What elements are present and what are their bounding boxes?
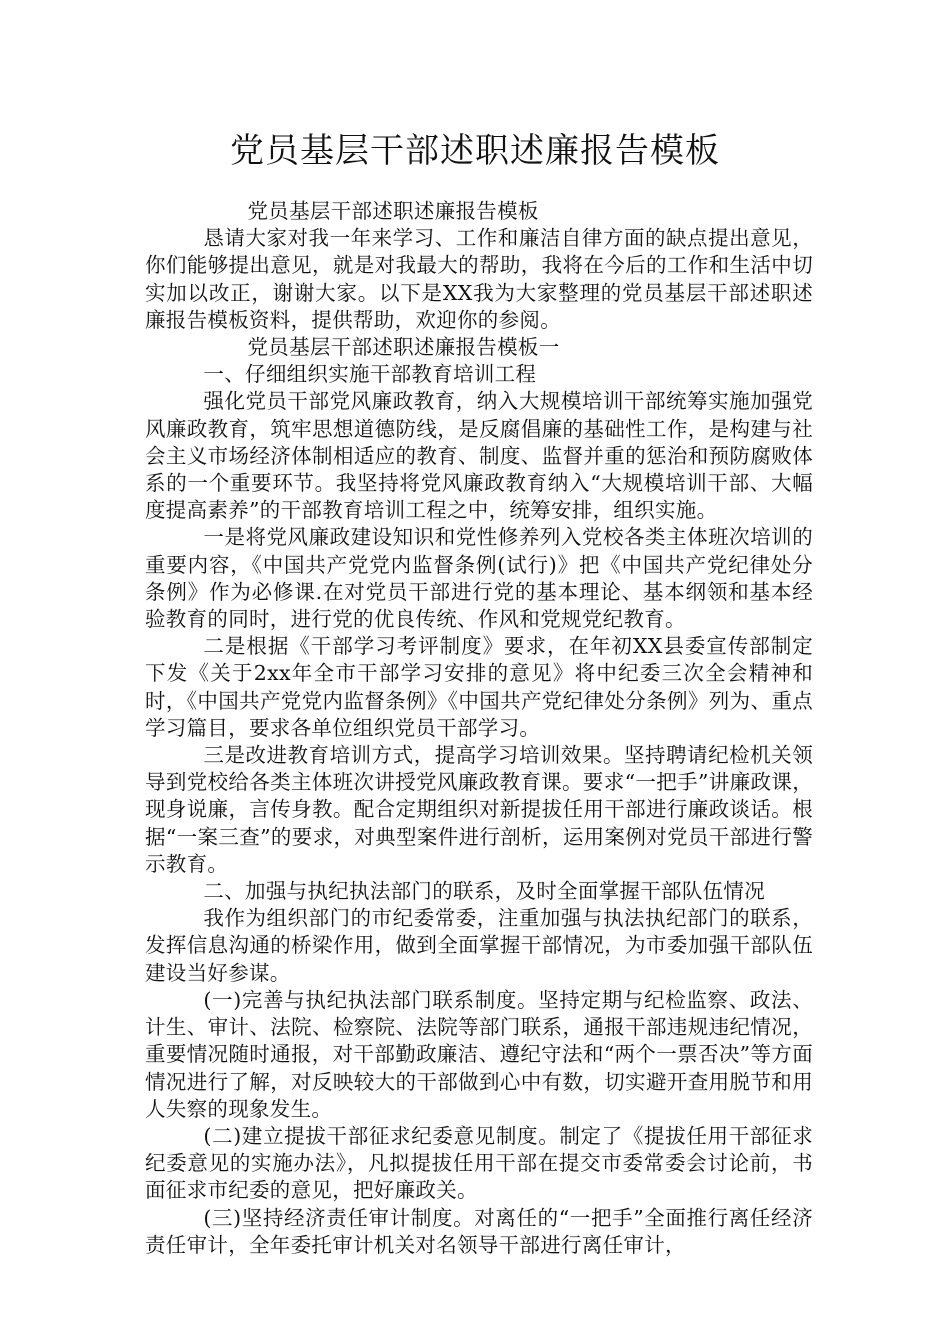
- body-paragraph: 强化党员干部党风廉政教育，纳入大规模培训干部统筹实施加强党风廉政教育，筑牢思想道德防线，是反腐倡廉的基础性工作，是构建与社会主义市场经济体制相适应的教育、制度、监督并重的惩治和预防腐败体系的一个重要环节。我坚持将党风廉政教育纳入“大规模培训干部、大幅度提高素养”的干部教育培训工程之中，统筹安排，组织实施。: [145, 389, 813, 523]
- subtitle-paragraph: 党员基层干部述职述廉报告模板: [247, 199, 539, 223]
- document-body: [145, 198, 813, 1259]
- body-paragraph: (二)建立提拔干部征求纪委意见制度。制定了《提拔任用干部征求纪委意见的实施办法》，凡拟提拔任用干部在提交市委常委会讨论前，书面征求市纪委的意见，把好廉政关。: [145, 1123, 813, 1203]
- intro-paragraph: 恳请大家对我一年来学习、工作和廉洁自律方面的缺点提出意见，你们能够提出意见，就是对我最大的帮助，我将在今后的工作和生活中切实加以改正，谢谢大家。以下是XX我为大家整理的党员基层干部述职述廉报告模板资料，提供帮助，欢迎你的参阅。: [145, 226, 813, 332]
- section-heading: 二、加强与执纪执法部门的联系，及时全面掌握干部队伍情况: [203, 879, 766, 904]
- body-paragraph: 三是改进教育培训方式，提高学习培训效果。坚持聘请纪检机关领导到党校给各类主体班次讲授党风廉政教育课。要求“一把手”讲廉政课，现身说廉，言传身教。配合定期组织对新提拔任用干部进行廉政谈话。根据“一案三查”的要求，对典型案件进行剖析，运用案例对党员干部进行警示教育。: [145, 743, 813, 876]
- body-paragraph: (一)完善与执纪执法部门联系制度。坚持定期与纪检监察、政法、计生、审计、法院、检察院、法院等部门联系，通报干部违规违纪情况，重要情况随时通报，对干部勤政廉洁、遵纪守法和“两个一票否决”等方面情况进行了解，对反映较大的干部做到心中有数，切实避开查用脱节和用人失察的现象发生。: [145, 987, 813, 1121]
- document-title: 党员基层干部述职述廉报告模板: [230, 131, 720, 171]
- section-title: 党员基层干部述职述廉报告模板一: [247, 335, 560, 360]
- body-paragraph: (三)坚持经济责任审计制度。对离任的“一把手”全面推行离任经济责任审计，全年委托审计机关对名领导干部进行离任审计，: [145, 1205, 813, 1257]
- body-paragraph: 我作为组织部门的市纪委常委，注重加强与执法执纪部门的联系，发挥信息沟通的桥梁作用，做到全面掌握干部情况，为市委加强干部队伍建设当好参谋。: [145, 906, 813, 985]
- body-paragraph: 二是根据《干部学习考评制度》要求，在年初XX县委宣传部制定下发《关于2xx年全市干部学习安排的意见》将中纪委三次全会精神和时，《中国共产党党内监督条例》《中国共产党纪律处分条例》列为、重点学习篇目，要求各单位组织党员干部学习。: [145, 634, 813, 740]
- body-paragraph: 一是将党风廉政建设知识和党性修养列入党校各类主体班次培训的重要内容，《中国共产党党内监督条例(试行)》把《中国共产党纪律处分条例》作为必修课.在对党员干部进行党的基本理论、基本纲领和基本经验教育的同时，进行党的优良传统、作风和党规党纪教育。: [145, 525, 813, 632]
- section-heading: 一、仔细组织实施干部教育培训工程: [203, 362, 537, 387]
